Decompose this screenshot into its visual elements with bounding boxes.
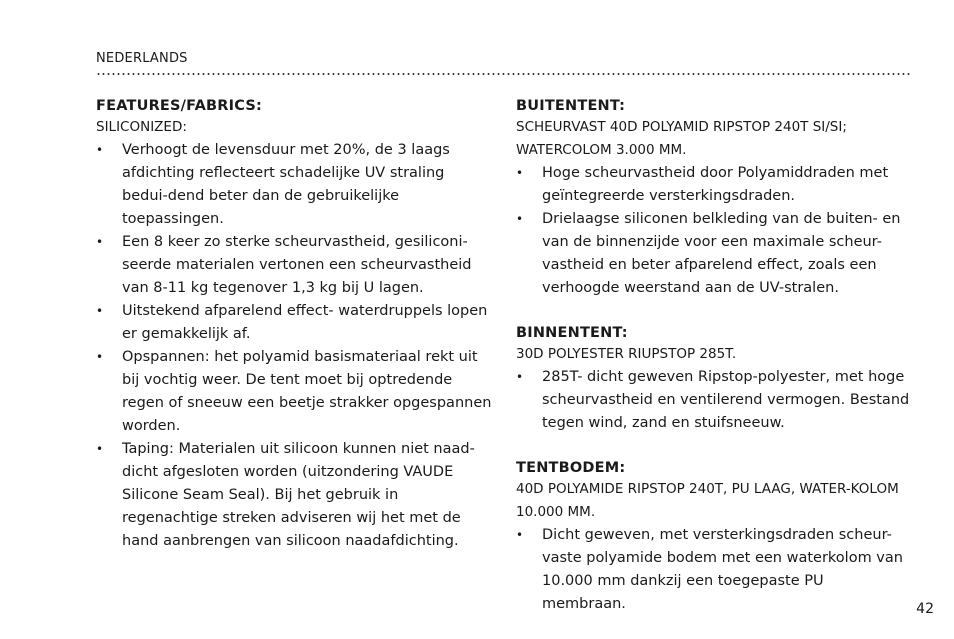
features-section [96, 96, 492, 553]
section-spec: 40D POLYAMIDE RIPSTOP 240T, PU LAAG, WATER-KOLOM 10.000 MM. [516, 481, 899, 520]
right-column [516, 96, 912, 639]
section-title: BUITENTENT: [516, 98, 626, 114]
binnentent-section [516, 323, 912, 435]
dotted-divider [96, 72, 912, 76]
buitentent-section [516, 96, 912, 300]
list-item: • Dicht geweven, met versterkingsdraden scheur-vaste polyamide bodem met een waterkolom van 10.000 mm dankzij een toegepaste PU membraan. [516, 524, 912, 616]
list-item: • Opspannen: het polyamid basismateriaal rekt uit bij vochtig weer. De tent moet bij optredende regen of sneeuw een beetje strakker opgespannen worden. [96, 346, 492, 438]
list-item: • 285T- dicht geweven Ripstop-polyester, met hoge scheurvastheid en ventilerend vermogen. Bestand tegen wind, zand en stuifsneeuw. [516, 366, 912, 435]
list-item: • Verhoogt de levensduur met 20%, de 3 laags afdichting reflecteert schadelijke UV straling bedui-dend beter dan de gebruikelijke toepassingen. [96, 139, 492, 231]
list-item: • Drielaagse siliconen belkleding van de buiten- en van de binnenzijde voor een maximale scheur-vastheid en beter afparelend effect, zoals een verhoogde weerstand aan de UV-stralen. [516, 208, 912, 300]
section-spec: SILICONIZED: [96, 119, 187, 135]
bullet-list [516, 162, 912, 300]
left-column [96, 96, 492, 576]
bullet-list [96, 139, 492, 553]
bullet-list [516, 366, 912, 435]
section-spec: SCHEURVAST 40D POLYAMID RIPSTOP 240T SI/SI; WATERCOLOM 3.000 MM. [516, 119, 847, 158]
tentbodem-section [516, 458, 912, 616]
list-item: • Een 8 keer zo sterke scheurvastheid, gesiliconi-seerde materialen vertonen een scheurvastheid van 8-11 kg tegenover 1,3 kg bij U lagen. [96, 231, 492, 300]
page-number: 42 [916, 601, 934, 617]
list-item: • Hoge scheurvastheid door Polyamiddraden met geïntegreerde versterkingsdraden. [516, 162, 912, 208]
section-title: FEATURES/FABRICS: [96, 98, 263, 114]
section-title: TENTBODEM: [516, 460, 626, 476]
language-header: NEDERLANDS [96, 51, 188, 66]
section-title: BINNENTENT: [516, 325, 628, 341]
list-item: • Taping: Materialen uit silicoon kunnen niet naad-dicht afgesloten worden (uitzondering VAUDE Silicone Seam Seal). Bij het gebruik in regenachtige streken adviseren wij het met de hand aanbrengen van silicoon naadafdichting. [96, 438, 492, 553]
section-spec: 30D POLYESTER RIUPSTOP 285T. [516, 346, 737, 362]
bullet-list [516, 524, 912, 616]
list-item: • Uitstekend afparelend effect- waterdruppels lopen er gemakkelijk af. [96, 300, 492, 346]
